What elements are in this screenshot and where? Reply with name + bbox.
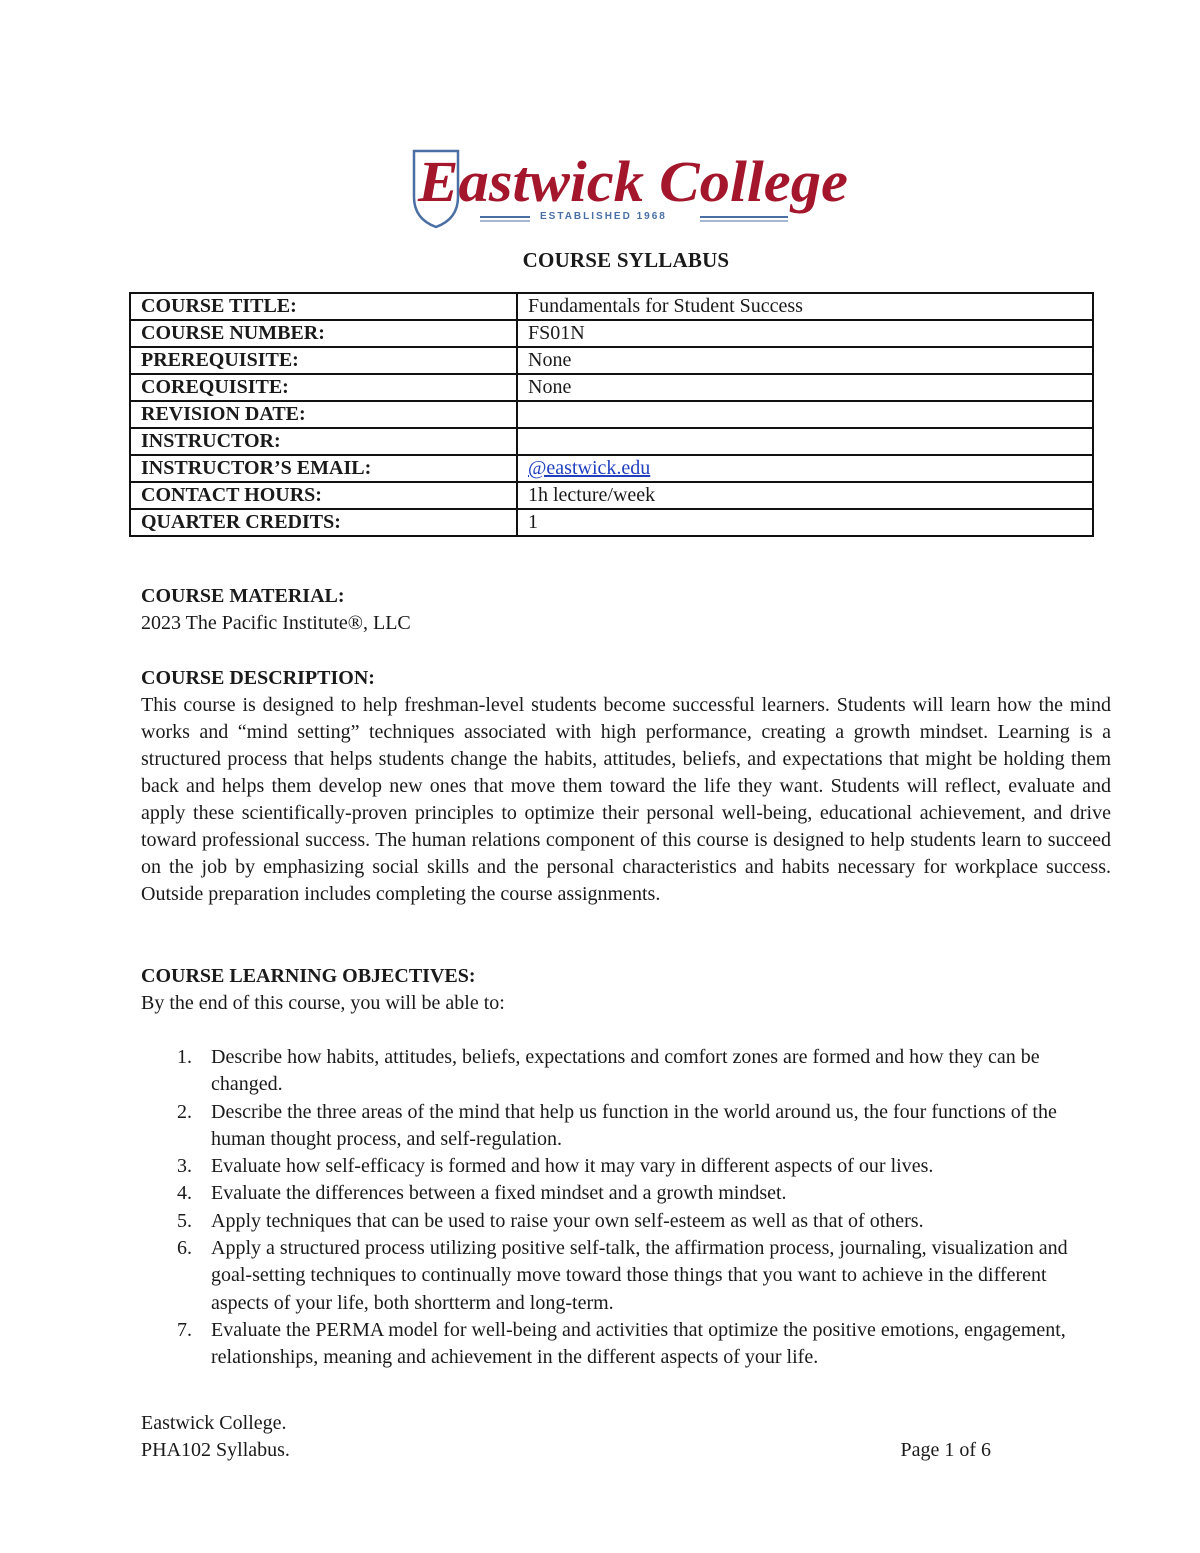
objective-number: 4. xyxy=(177,1182,192,1205)
course-description-heading: COURSE DESCRIPTION: xyxy=(141,667,375,689)
info-value: None xyxy=(517,374,1093,401)
page-footer xyxy=(141,1410,991,1464)
course-info-table xyxy=(129,292,1094,537)
info-value: 1h lecture/week xyxy=(517,482,1093,509)
info-label: INSTRUCTOR: xyxy=(130,428,517,455)
college-logo xyxy=(410,145,855,230)
info-row xyxy=(130,374,1093,401)
objective-item xyxy=(141,1099,1101,1154)
objective-item xyxy=(141,1044,1101,1099)
objective-text: Describe the three areas of the mind that help us function in the world around us, the four functions of the human thought process, and self-regulation. xyxy=(211,1100,1057,1150)
objective-text: Evaluate how self-efficacy is formed and how it may vary in different aspects of our lives. xyxy=(211,1155,934,1178)
info-value: 1 xyxy=(517,509,1093,536)
info-row xyxy=(130,347,1093,374)
info-row xyxy=(130,428,1093,455)
info-value xyxy=(517,428,1093,455)
objective-number: 6. xyxy=(177,1237,192,1260)
objective-item xyxy=(141,1235,1101,1317)
objective-text: Describe how habits, attitudes, beliefs, expectations and comfort zones are formed and how they can be changed. xyxy=(211,1046,1040,1096)
footer-page-number: Page 1 of 6 xyxy=(900,1439,991,1461)
info-label: COURSE NUMBER: xyxy=(130,320,517,347)
instructor-email-link[interactable]: @eastwick.edu xyxy=(528,457,651,479)
info-label: COREQUISITE: xyxy=(130,374,517,401)
page-title: COURSE SYLLABUS xyxy=(522,248,730,272)
objective-item xyxy=(141,1317,1101,1372)
objective-item xyxy=(141,1208,1101,1235)
objectives-header-section xyxy=(141,963,1111,1017)
logo-wordmark: Eastwick College xyxy=(416,149,848,214)
objective-text: Evaluate the PERMA model for well-being and activities that optimize the positive emotions, engagement, relationships, meaning and achievement in the different aspects of your life. xyxy=(211,1318,1066,1369)
objectives-list xyxy=(141,1044,1101,1372)
course-material-heading: COURSE MATERIAL: xyxy=(141,585,345,607)
objective-text: Apply a structured process utilizing positive self-talk, the affirmation process, journaling, visualization and goal-setting techniques to continually move toward those things that you want to achieve in the different aspects of your life, both shortterm and long-term. xyxy=(211,1237,1068,1314)
footer-course: PHA102 Syllabus. xyxy=(141,1439,290,1461)
info-row xyxy=(130,455,1093,482)
objective-number: 7. xyxy=(177,1318,192,1341)
objective-item xyxy=(141,1153,1101,1180)
info-value: Fundamentals for Student Success xyxy=(517,293,1093,320)
objective-item xyxy=(141,1180,1101,1207)
objective-text: Evaluate the differences between a fixed mindset and a growth mindset. xyxy=(211,1182,787,1205)
info-row xyxy=(130,293,1093,320)
info-row xyxy=(130,401,1093,428)
objective-text: Apply techniques that can be used to raise your own self-esteem as well as that of others. xyxy=(211,1209,924,1232)
objective-number: 5. xyxy=(177,1209,192,1232)
info-value: None xyxy=(517,347,1093,374)
course-description-text: This course is designed to help freshman-level students become successful learners. Students will learn how the mind works and “mind setting” techniques associated with high performance, creating a growth mindset. Learning is a structured process that helps students change the habits, attitudes, beliefs, and expectations that might be holding them back and helps them develop new ones that move them toward the life they want. Students will reflect, evaluate and apply these scientifically-proven principles to optimize their personal well-being, educational achievement, and drive toward professional success. The human relations component of this course is designed to help students learn to succeed on the job by emphasizing social skills and the personal characteristics and habits necessary for workplace success. Outside preparation includes completing the course assignments. xyxy=(141,694,1111,905)
info-label: REVISION DATE: xyxy=(130,401,517,428)
info-label: INSTRUCTOR’S EMAIL: xyxy=(130,455,517,482)
info-value xyxy=(517,401,1093,428)
info-label: QUARTER CREDITS: xyxy=(130,509,517,536)
info-row xyxy=(130,509,1093,536)
course-material-section xyxy=(141,583,1111,637)
objective-number: 3. xyxy=(177,1155,192,1178)
course-material-text: 2023 The Pacific Institute®, LLC xyxy=(141,612,411,634)
course-description-section xyxy=(141,665,1111,908)
info-label: CONTACT HOURS: xyxy=(130,482,517,509)
footer-college: Eastwick College. xyxy=(141,1412,287,1434)
objective-number: 2. xyxy=(177,1100,192,1123)
info-row xyxy=(130,482,1093,509)
logo-established: ESTABLISHED 1968 xyxy=(540,211,667,222)
info-row xyxy=(130,320,1093,347)
objective-number: 1. xyxy=(177,1046,192,1068)
info-label: COURSE TITLE: xyxy=(130,293,517,320)
info-value xyxy=(517,455,1093,482)
objectives-intro: By the end of this course, you will be able to: xyxy=(141,992,505,1014)
info-label: PREREQUISITE: xyxy=(130,347,517,374)
objectives-heading: COURSE LEARNING OBJECTIVES: xyxy=(141,965,476,987)
info-value: FS01N xyxy=(517,320,1093,347)
